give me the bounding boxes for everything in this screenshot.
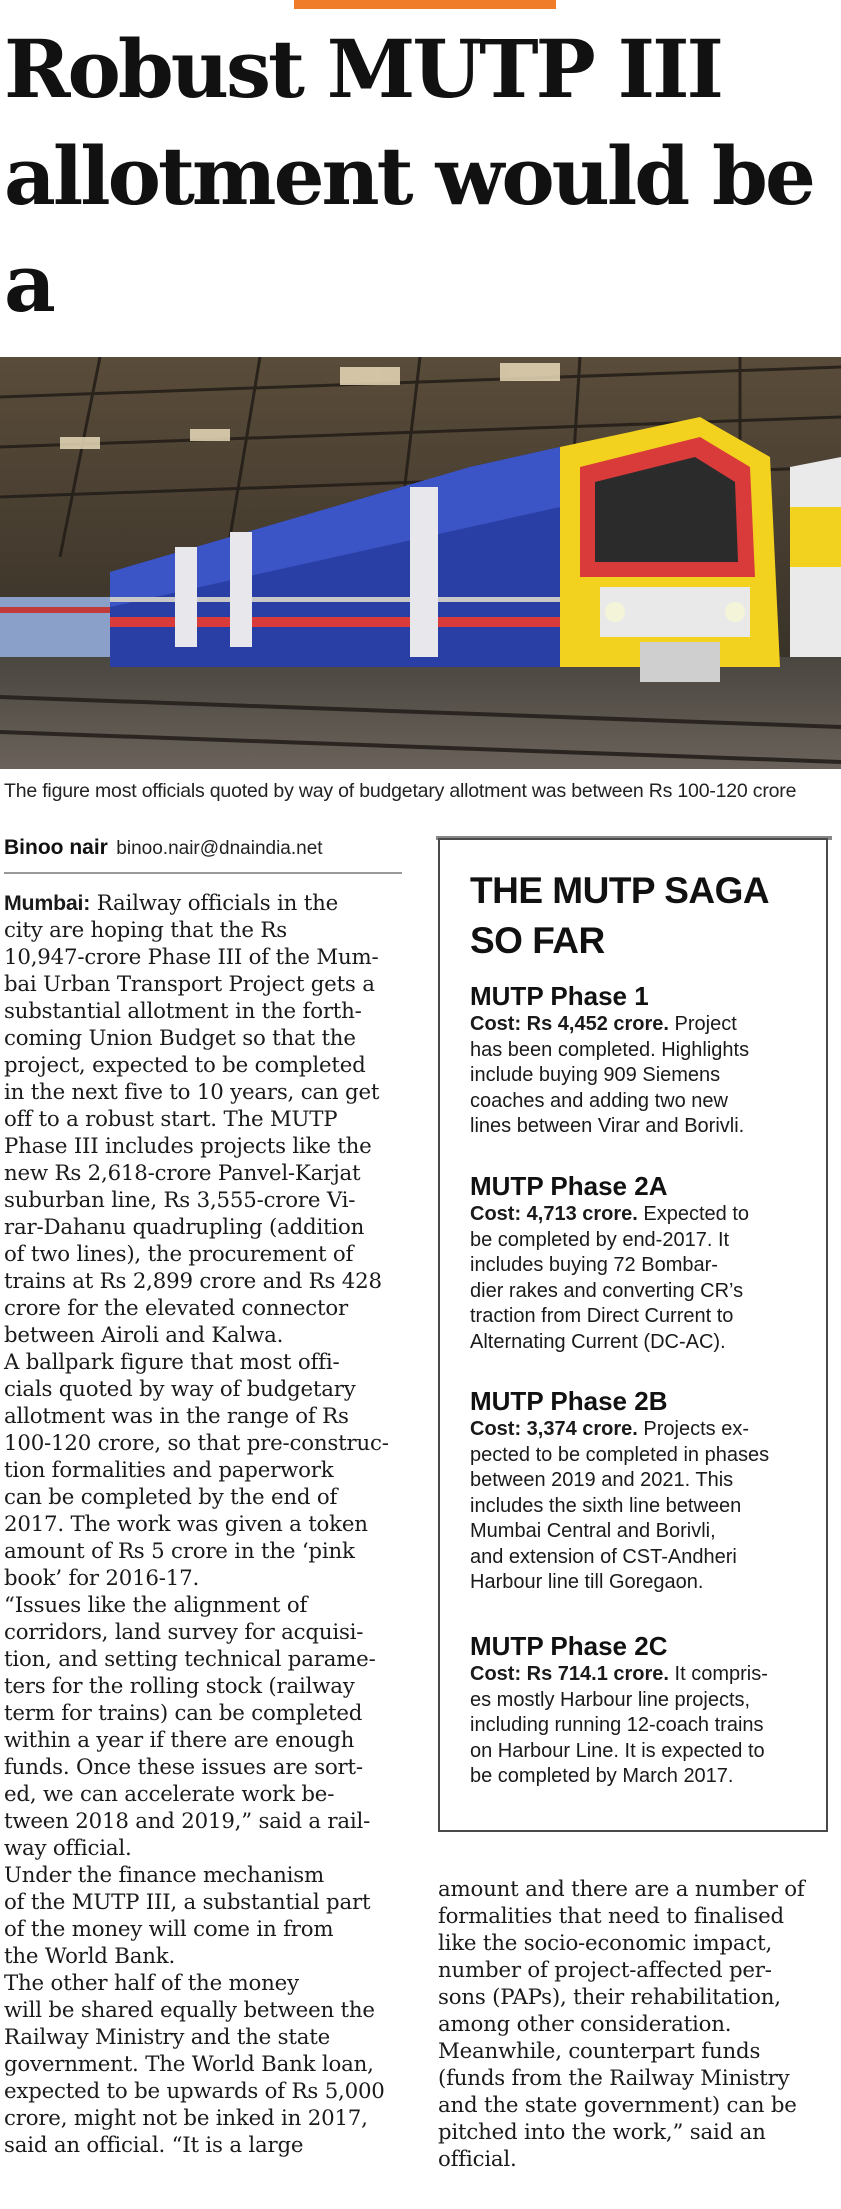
article-line: can be completed by the end of <box>4 1485 338 1510</box>
article-line: “Issues like the alignment of <box>4 1593 308 1618</box>
phase-line: Alternating Current (DC-AC). <box>470 1330 726 1353</box>
article-column-1 <box>4 890 409 2159</box>
byline-divider <box>4 872 402 874</box>
phase-line: pected to be completed in phases <box>470 1443 770 1466</box>
article-line: substantial allotment in the forth- <box>4 999 362 1024</box>
article-line: crore, might not be inked in 2017, <box>4 2106 368 2131</box>
phase-line: coaches and adding two new <box>470 1089 728 1112</box>
article-line: tion, and setting technical parame- <box>4 1647 376 1672</box>
phase-line: Mumbai Central and Borivli, <box>470 1520 716 1542</box>
phase-line: Cost: 4,713 crore. Expected to <box>470 1203 750 1225</box>
dateline: Mumbai: <box>4 891 91 915</box>
phase-title: MUTP Phase 1 <box>470 981 649 1011</box>
phase-line: dier rakes and converting CR’s <box>470 1279 744 1302</box>
article-line: Under the finance mechanism <box>4 1863 325 1888</box>
article-line: rar-Dahanu quadrupling (addition <box>4 1215 365 1240</box>
article-line: of the MUTP III, a substantial part <box>4 1890 371 1915</box>
byline <box>4 836 424 860</box>
phase-line: Harbour line till Goregaon. <box>470 1571 704 1593</box>
phase-cost: Cost: 4,713 crore. <box>470 1203 638 1225</box>
article-line: Meanwhile, counterpart funds <box>438 2039 761 2064</box>
author-name: Binoo nair <box>4 836 108 859</box>
article-line: amount and there are a number of <box>438 1877 805 1902</box>
phase-line: has been completed. Highlights <box>470 1038 750 1061</box>
article-line: within a year if there are enough <box>4 1728 355 1753</box>
article-line: cials quoted by way of budgetary <box>4 1377 356 1402</box>
article-line: Phase III includes projects like the <box>4 1134 372 1159</box>
phase-line: be completed by end-2017. It <box>470 1228 730 1251</box>
article-line: A ballpark figure that most offi- <box>4 1350 340 1375</box>
article-line: government. The World Bank loan, <box>4 2052 374 2077</box>
article-line: between Airoli and Kalwa. <box>4 1323 284 1348</box>
article-line: official. <box>438 2147 517 2172</box>
sidebar-title: THE MUTP SAGA SO FAR <box>470 870 770 961</box>
article-line: project, expected to be completed <box>4 1053 366 1078</box>
article-line: of the money will come in from <box>4 1917 334 1942</box>
phase-line: including running 12-coach trains <box>470 1714 764 1736</box>
article-line: allotment was in the range of Rs <box>4 1404 349 1429</box>
article-line: Mumbai: Railway officials in the <box>4 891 339 916</box>
article-line: book’ for 2016-17. <box>4 1566 200 1591</box>
phase-line: Cost: 3,374 crore. Projects ex- <box>470 1418 750 1440</box>
train-photo-illustration <box>0 357 841 769</box>
article-line: way official. <box>4 1836 132 1861</box>
phase-1-entry <box>470 980 815 1140</box>
article-line: among other consideration. <box>438 2012 732 2037</box>
article-line: in the next five to 10 years, can get <box>4 1080 380 1105</box>
article-line: coming Union Budget so that the <box>4 1026 356 1051</box>
article-line: ters for the rolling stock (railway <box>4 1674 355 1699</box>
article-line: 100-120 crore, so that pre-construc- <box>4 1431 389 1456</box>
article-line: term for trains) can be completed <box>4 1701 363 1726</box>
article-line: number of project-affected per- <box>438 1958 772 1983</box>
article-line: will be shared equally between the <box>4 1998 375 2023</box>
phase-line: between 2019 and 2021. This <box>470 1469 734 1491</box>
article-line: amount of Rs 5 crore in the ‘pink <box>4 1539 355 1564</box>
article-line: (funds from the Railway Ministry <box>438 2066 790 2091</box>
phase-cost: Cost: Rs 714.1 crore. <box>470 1663 669 1685</box>
article-line: Railway Ministry and the state <box>4 2025 330 2050</box>
article-line: and the state government) can be <box>438 2093 797 2118</box>
phase-line: Cost: Rs 4,452 crore. Project <box>470 1013 737 1035</box>
article-line: formalities that need to finalised <box>438 1904 784 1929</box>
phase-line: lines between Virar and Borivli. <box>470 1115 745 1137</box>
article-line: The other half of the money <box>4 1971 299 1996</box>
mutp-saga-sidebar <box>438 838 828 1832</box>
article-line: new Rs 2,618-crore Panvel-Karjat <box>4 1161 361 1186</box>
phase-line: traction from Direct Current to <box>470 1305 734 1327</box>
article-line: pitched into the work,” said an <box>438 2120 766 2145</box>
article-line: city are hoping that the Rs <box>4 918 287 943</box>
phase-cost: Cost: Rs 4,452 crore. <box>470 1013 669 1035</box>
phase-line: be completed by March 2017. <box>470 1765 734 1787</box>
phase-line: Cost: Rs 714.1 crore. It compris- <box>470 1663 768 1685</box>
phase-2a-entry <box>470 1170 815 1355</box>
phase-line: includes the sixth line between <box>470 1494 742 1517</box>
phase-line: include buying 909 Siemens <box>470 1064 721 1086</box>
phase-line: and extension of CST-Andheri <box>470 1545 737 1568</box>
article-line: 10,947-crore Phase III of the Mum- <box>4 945 379 970</box>
article-line: corridors, land survey for acquisi- <box>4 1620 364 1645</box>
article-line: trains at Rs 2,899 crore and Rs 428 <box>4 1269 382 1294</box>
phase-line: es mostly Harbour line projects, <box>470 1688 751 1711</box>
train-photo <box>0 357 841 769</box>
phase-line: on Harbour Line. It is expected to <box>470 1739 765 1762</box>
phase-title: MUTP Phase 2A <box>470 1171 668 1201</box>
article-line: crore for the elevated connector <box>4 1296 348 1321</box>
article-line: ed, we can accelerate work be- <box>4 1782 335 1807</box>
article-line: suburban line, Rs 3,555-crore Vi- <box>4 1188 356 1213</box>
phase-cost: Cost: 3,374 crore. <box>470 1418 638 1440</box>
article-line: tion formalities and paperwork <box>4 1458 334 1483</box>
phase-2c-entry <box>470 1630 815 1790</box>
author-email[interactable]: binoo.nair@dnaindia.net <box>116 838 323 859</box>
article-line: of two lines), the procurement of <box>4 1242 354 1267</box>
article-line: off to a robust start. The MUTP <box>4 1107 338 1132</box>
headline-line: Robust MUTP III <box>4 22 721 116</box>
phase-title: MUTP Phase 2C <box>470 1631 668 1661</box>
article-line: said an official. “It is a large <box>4 2133 304 2158</box>
phase-title: MUTP Phase 2B <box>470 1386 668 1416</box>
section-accent-bar <box>294 0 556 9</box>
photo-caption: The figure most officials quoted by way of budgetary allotment was between Rs 100-120 crore <box>4 780 797 802</box>
phase-line: includes buying 72 Bombar- <box>470 1254 718 1276</box>
article-line: expected to be upwards of Rs 5,000 <box>4 2079 385 2104</box>
phase-2b-entry <box>470 1385 815 1596</box>
article-line: the World Bank. <box>4 1944 176 1969</box>
article-line: funds. Once these issues are sort- <box>4 1755 363 1780</box>
article-line: bai Urban Transport Project gets a <box>4 972 375 997</box>
headline-line: allotment would be a <box>4 129 813 330</box>
article-column-2 <box>438 1876 838 2173</box>
article-line: sons (PAPs), their rehabilitation, <box>438 1985 781 2010</box>
article-line: like the socio-economic impact, <box>438 1931 773 1956</box>
article-line: 2017. The work was given a token <box>4 1512 368 1537</box>
article-line: tween 2018 and 2019,” said a rail- <box>4 1809 371 1834</box>
